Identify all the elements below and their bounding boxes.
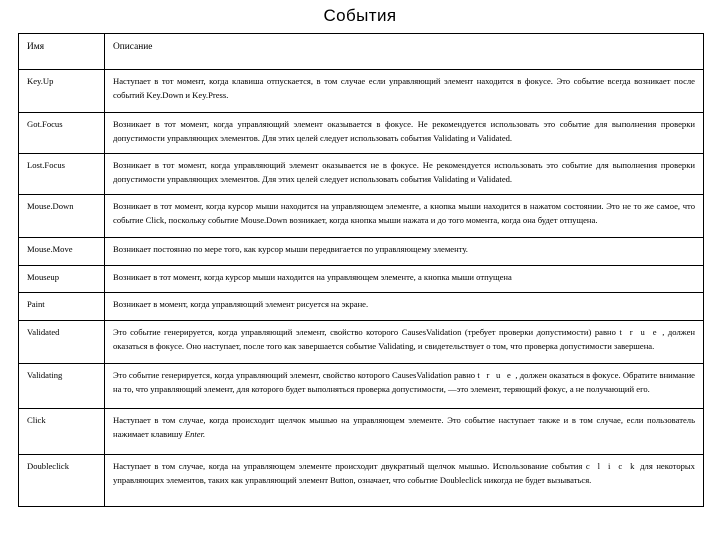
description-text-run: Наступает в том случае, когда происходит щелчок мышью на управляющем элементе. Это событие наступает также и в том случае, если пользователь нажимает клавишу — [113, 415, 695, 439]
table-row — [19, 454, 704, 506]
event-description-cell: Возникает в тот момент, когда курсор мыши находится на управляющем элементе, а кнопка мыши находится в нажатом состоянии. Это не то же самое, что событие Click, поскольку событие Mouse.Down возникает, когда кнопка мыши нажата и до того момента, когда она будет отпущена. — [105, 194, 704, 237]
event-description-cell: Возникает в тот момент, когда курсор мыши находится на управляющем элементе, а кнопка мыши отпущена — [105, 265, 704, 293]
table-row — [19, 409, 704, 455]
description-text-run: c l i c k — [585, 460, 637, 471]
event-name-cell: Validated — [19, 321, 105, 364]
description-text-run: Это событие генерируется, когда управляющий элемент, свойство которого CausesValidation равно — [113, 370, 478, 381]
event-description-cell — [105, 454, 704, 506]
event-name-cell: Mouseup — [19, 265, 105, 293]
table-row — [19, 153, 704, 194]
event-name-cell: Mouse.Move — [19, 237, 105, 265]
table-row — [19, 293, 704, 321]
events-table — [18, 33, 704, 507]
event-description-cell — [105, 409, 704, 455]
event-name-cell: Paint — [19, 293, 105, 321]
description-text-run: Enter. — [184, 428, 206, 439]
table-row — [19, 194, 704, 237]
page-title: События — [323, 6, 397, 25]
event-description-cell: Возникает в момент, когда управляющий элемент рисуется на экране. — [105, 293, 704, 321]
table-row — [19, 364, 704, 409]
table-row — [19, 237, 704, 265]
description-text-run: Это событие генерируется, когда управляющий элемент, свойство которого CausesValidation (требует проверки допустимости) равно — [113, 327, 620, 338]
event-name-cell: Got.Focus — [19, 113, 105, 154]
events-table-body — [19, 34, 704, 507]
table-row — [19, 321, 704, 364]
event-name-cell: Mouse.Down — [19, 194, 105, 237]
table-row — [19, 113, 704, 154]
events-table-container — [18, 33, 703, 507]
event-description-cell: Возникает в тот момент, когда управляющий элемент оказывается не в фокусе. Не рекомендуется использовать это событие для выполнения проверки допустимости управляющих элементов. Для этих целей следует использовать события Validating и Validated. — [105, 153, 704, 194]
event-description-cell: Возникает постоянно по мере того, как курсор мыши передвигается по управляющему элементу. — [105, 237, 704, 265]
event-name-cell: Lost.Focus — [19, 153, 105, 194]
description-text-run: t r u e — [477, 370, 514, 381]
event-name-cell: Doubleclick — [19, 454, 105, 506]
column-header-description: Описание — [105, 34, 704, 70]
column-header-name: Имя — [19, 34, 105, 70]
event-description-cell: Наступает в тот момент, когда клавиша отпускается, в том случае если управляющий элемент находится в фокусе. Это событие всегда возникает после событий Key.Down и Key.Press. — [105, 70, 704, 113]
event-name-cell: Validating — [19, 364, 105, 409]
description-text-run: , должен оказаться в фокусе. Оно наступает, после того как завершается событие Validating, и свидетельствует о том, что проверка допустимости завершена. — [113, 327, 695, 352]
description-text-run: для некоторых управляющих элементов, таких как управляющий элемент Button, означает, что событие Doubleclick никогда не будет вызываться. — [113, 460, 695, 485]
event-name-cell: Key.Up — [19, 70, 105, 113]
event-name-cell: Click — [19, 409, 105, 455]
description-text-run: Наступает в том случае, когда на управляющем элементе происходит двукратный щелчок мышью. Использование события — [113, 460, 586, 471]
event-description-cell — [105, 364, 704, 409]
table-row — [19, 265, 704, 293]
event-description-cell: Возникает в тот момент, когда управляющий элемент оказывается в фокусе. Не рекомендуется использовать это событие для выполнения проверки допустимости управляющих элементов. Для этих целей следует использовать события Validating и Validated. — [105, 113, 704, 154]
table-header-row — [19, 34, 704, 70]
description-text-run: t r u e — [619, 327, 659, 338]
event-description-cell — [105, 321, 704, 364]
table-row — [19, 70, 704, 113]
description-text-run: , должен оказаться в фокусе. Обратите внимание на то, что управляющий элемент, для которого будет выполняться проверка допустимости, —это элемент, теряющий фокус, а не получающий его. — [113, 370, 695, 395]
